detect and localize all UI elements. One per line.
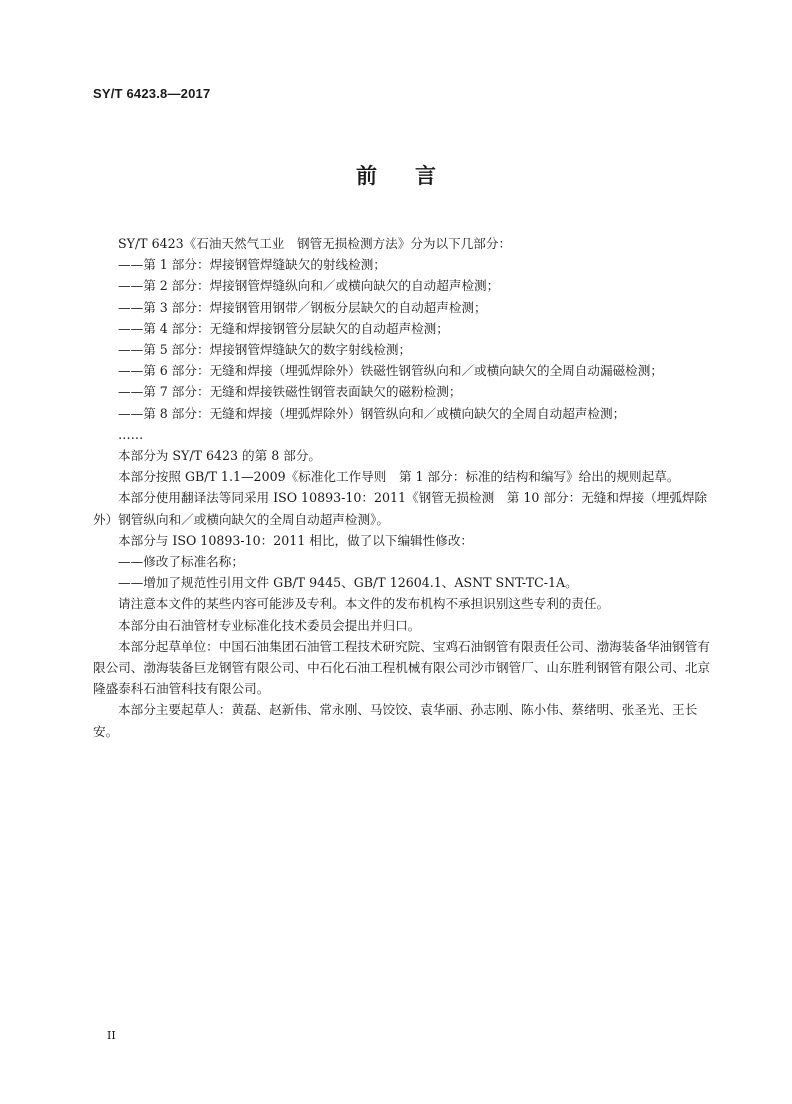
part-list-item: ——第 7 部分：无缝和焊接铁磁性钢管表面缺欠的磁粉检测； bbox=[118, 384, 462, 400]
part-list-item: ——第 2 部分：焊接钢管焊缝纵向和／或横向缺欠的自动超声检测； bbox=[118, 278, 500, 294]
intro-paragraph: SY/T 6423《石油天然气工业 钢管无损检测方法》分为以下几部分： bbox=[118, 236, 512, 251]
page-number: II bbox=[107, 1029, 116, 1042]
drafters-paragraph: 本部分主要起草人：黄磊、赵新伟、常永刚、马饺饺、袁华丽、孙志刚、陈小伟、蔡绪明、张圣光、王长安。 bbox=[93, 702, 698, 739]
drafting-units-paragraph: 本部分起草单位：中国石油集团石油管工程技术研究院、宝鸡石油钢管有限责任公司、渤海装备华油钢管有限公司、渤海装备巨龙钢管有限公司、中石化石油工程机械有限公司沙市钢管厂、山东胜利钢管有限公司、北京隆盛泰科石油管科技有限公司。 bbox=[93, 638, 711, 697]
drafting-rules-paragraph: 本部分按照 GB/T 1.1—2009《标准化工作导则 第 1 部分：标准的结构和编写》给出的规则起草。 bbox=[118, 469, 680, 485]
part-list-item: ——第 6 部分：无缝和焊接（埋弧焊除外）铁磁性钢管纵向和／或横向缺欠的全周自动漏磁检测； bbox=[118, 363, 663, 379]
proposer-paragraph: 本部分由石油管材专业标准化技术委员会提出并归口。 bbox=[118, 617, 421, 633]
standard-code: SY/T 6423.8—2017 bbox=[93, 86, 211, 101]
part-list-item: ——第 1 部分：焊接钢管焊缝缺欠的射线检测； bbox=[118, 257, 386, 273]
change-item: ——增加了规范性引用文件 GB/T 9445、GB/T 12604.1、ASNT SNT-TC-1A。 bbox=[118, 575, 578, 591]
change-item: ——修改了标准名称； bbox=[118, 554, 244, 570]
changes-intro: 本部分与 ISO 10893-10：2011 相比，做了以下编辑性修改： bbox=[118, 532, 474, 548]
preface-body bbox=[93, 233, 715, 742]
part-list-item: ——第 5 部分：焊接钢管焊缝缺欠的数字射线检测； bbox=[118, 342, 412, 358]
patent-notice: 请注意本文件的某些内容可能涉及专利。本文件的发布机构不承担识别这些专利的责任。 bbox=[118, 596, 610, 612]
list-ellipsis: …… bbox=[118, 426, 144, 442]
part-list-item: ——第 4 部分：无缝和焊接钢管分层缺欠的自动超声检测； bbox=[118, 320, 449, 336]
part-list-item: ——第 3 部分：焊接钢管用钢带／钢板分层缺欠的自动超声检测； bbox=[118, 299, 487, 315]
translation-paragraph: 本部分使用翻译法等同采用 ISO 10893-10：2011《钢管无损检测 第 10 部分：无缝和焊接（埋弧焊除外）钢管纵向和／或横向缺欠的全周自动超声检测》。 bbox=[93, 490, 708, 527]
page-title: 前言 bbox=[356, 164, 474, 188]
part-list-item: ——第 8 部分：无缝和焊接（埋弧焊除外）钢管纵向和／或横向缺欠的全周自动超声检测； bbox=[118, 405, 626, 421]
part-note: 本部分为 SY/T 6423 的第 8 部分。 bbox=[118, 448, 322, 464]
